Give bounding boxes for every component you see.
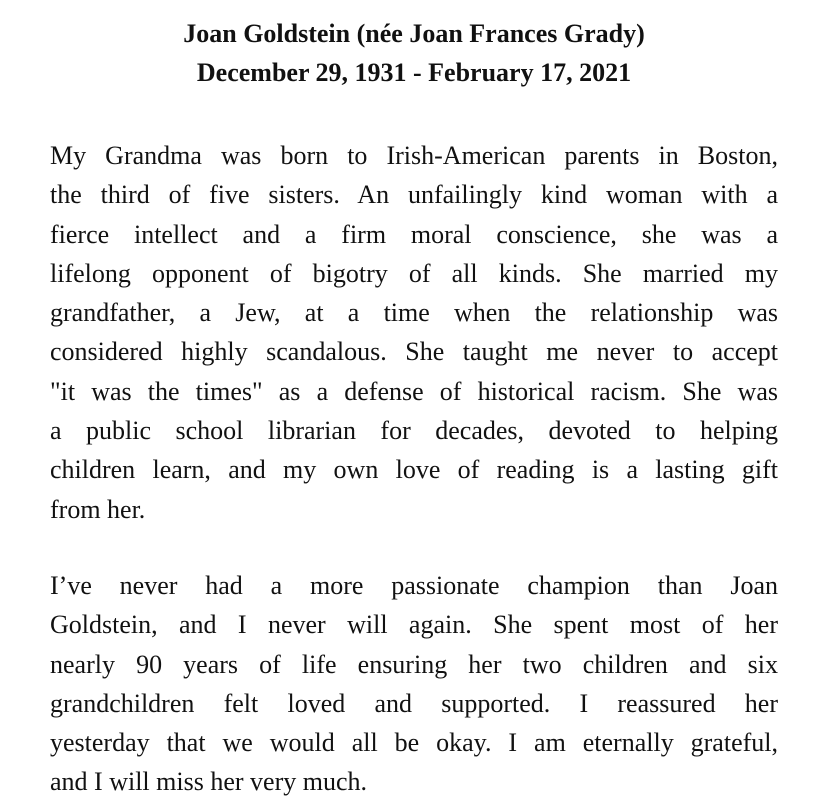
text-line: the third of five sisters. An unfailingly kind woman with a: [50, 180, 778, 210]
text-line: grandchildren felt loved and supported. I reassured her: [50, 688, 778, 718]
text-line: grandfather, a Jew, at a time when the relationship was: [50, 298, 778, 328]
text-line: lifelong opponent of bigotry of all kinds. She married my: [50, 258, 778, 288]
paragraph-biography: [50, 136, 778, 529]
header: [0, 14, 828, 92]
paragraph-tribute: [50, 566, 778, 802]
text-line: fierce intellect and a firm moral conscience, she was a: [50, 219, 778, 249]
text-line: yesterday that we would all be okay. I am eternally grateful,: [50, 728, 778, 758]
text-line: "it was the times" as a defense of historical racism. She was: [50, 376, 778, 406]
text-line: My Grandma was born to Irish-American parents in Boston,: [50, 141, 778, 170]
text-line: nearly 90 years of life ensuring her two children and six: [50, 649, 778, 679]
text-line: considered highly scandalous. She taught me never to accept: [50, 337, 778, 367]
text-line: a public school librarian for decades, devoted to helping: [50, 416, 778, 446]
life-dates: December 29, 1931 - February 17, 2021: [196, 58, 632, 87]
text-line: children learn, and my own love of reading is a lasting gift: [50, 455, 778, 485]
text-line: Goldstein, and I never will again. She spent most of her: [50, 610, 778, 640]
text-line: I’ve never had a more passionate champion than Joan: [50, 571, 778, 600]
page-title: Joan Goldstein (née Joan Frances Grady): [183, 19, 645, 48]
text-line: and I will miss her very much.: [50, 767, 367, 797]
text-line: from her.: [50, 494, 146, 524]
